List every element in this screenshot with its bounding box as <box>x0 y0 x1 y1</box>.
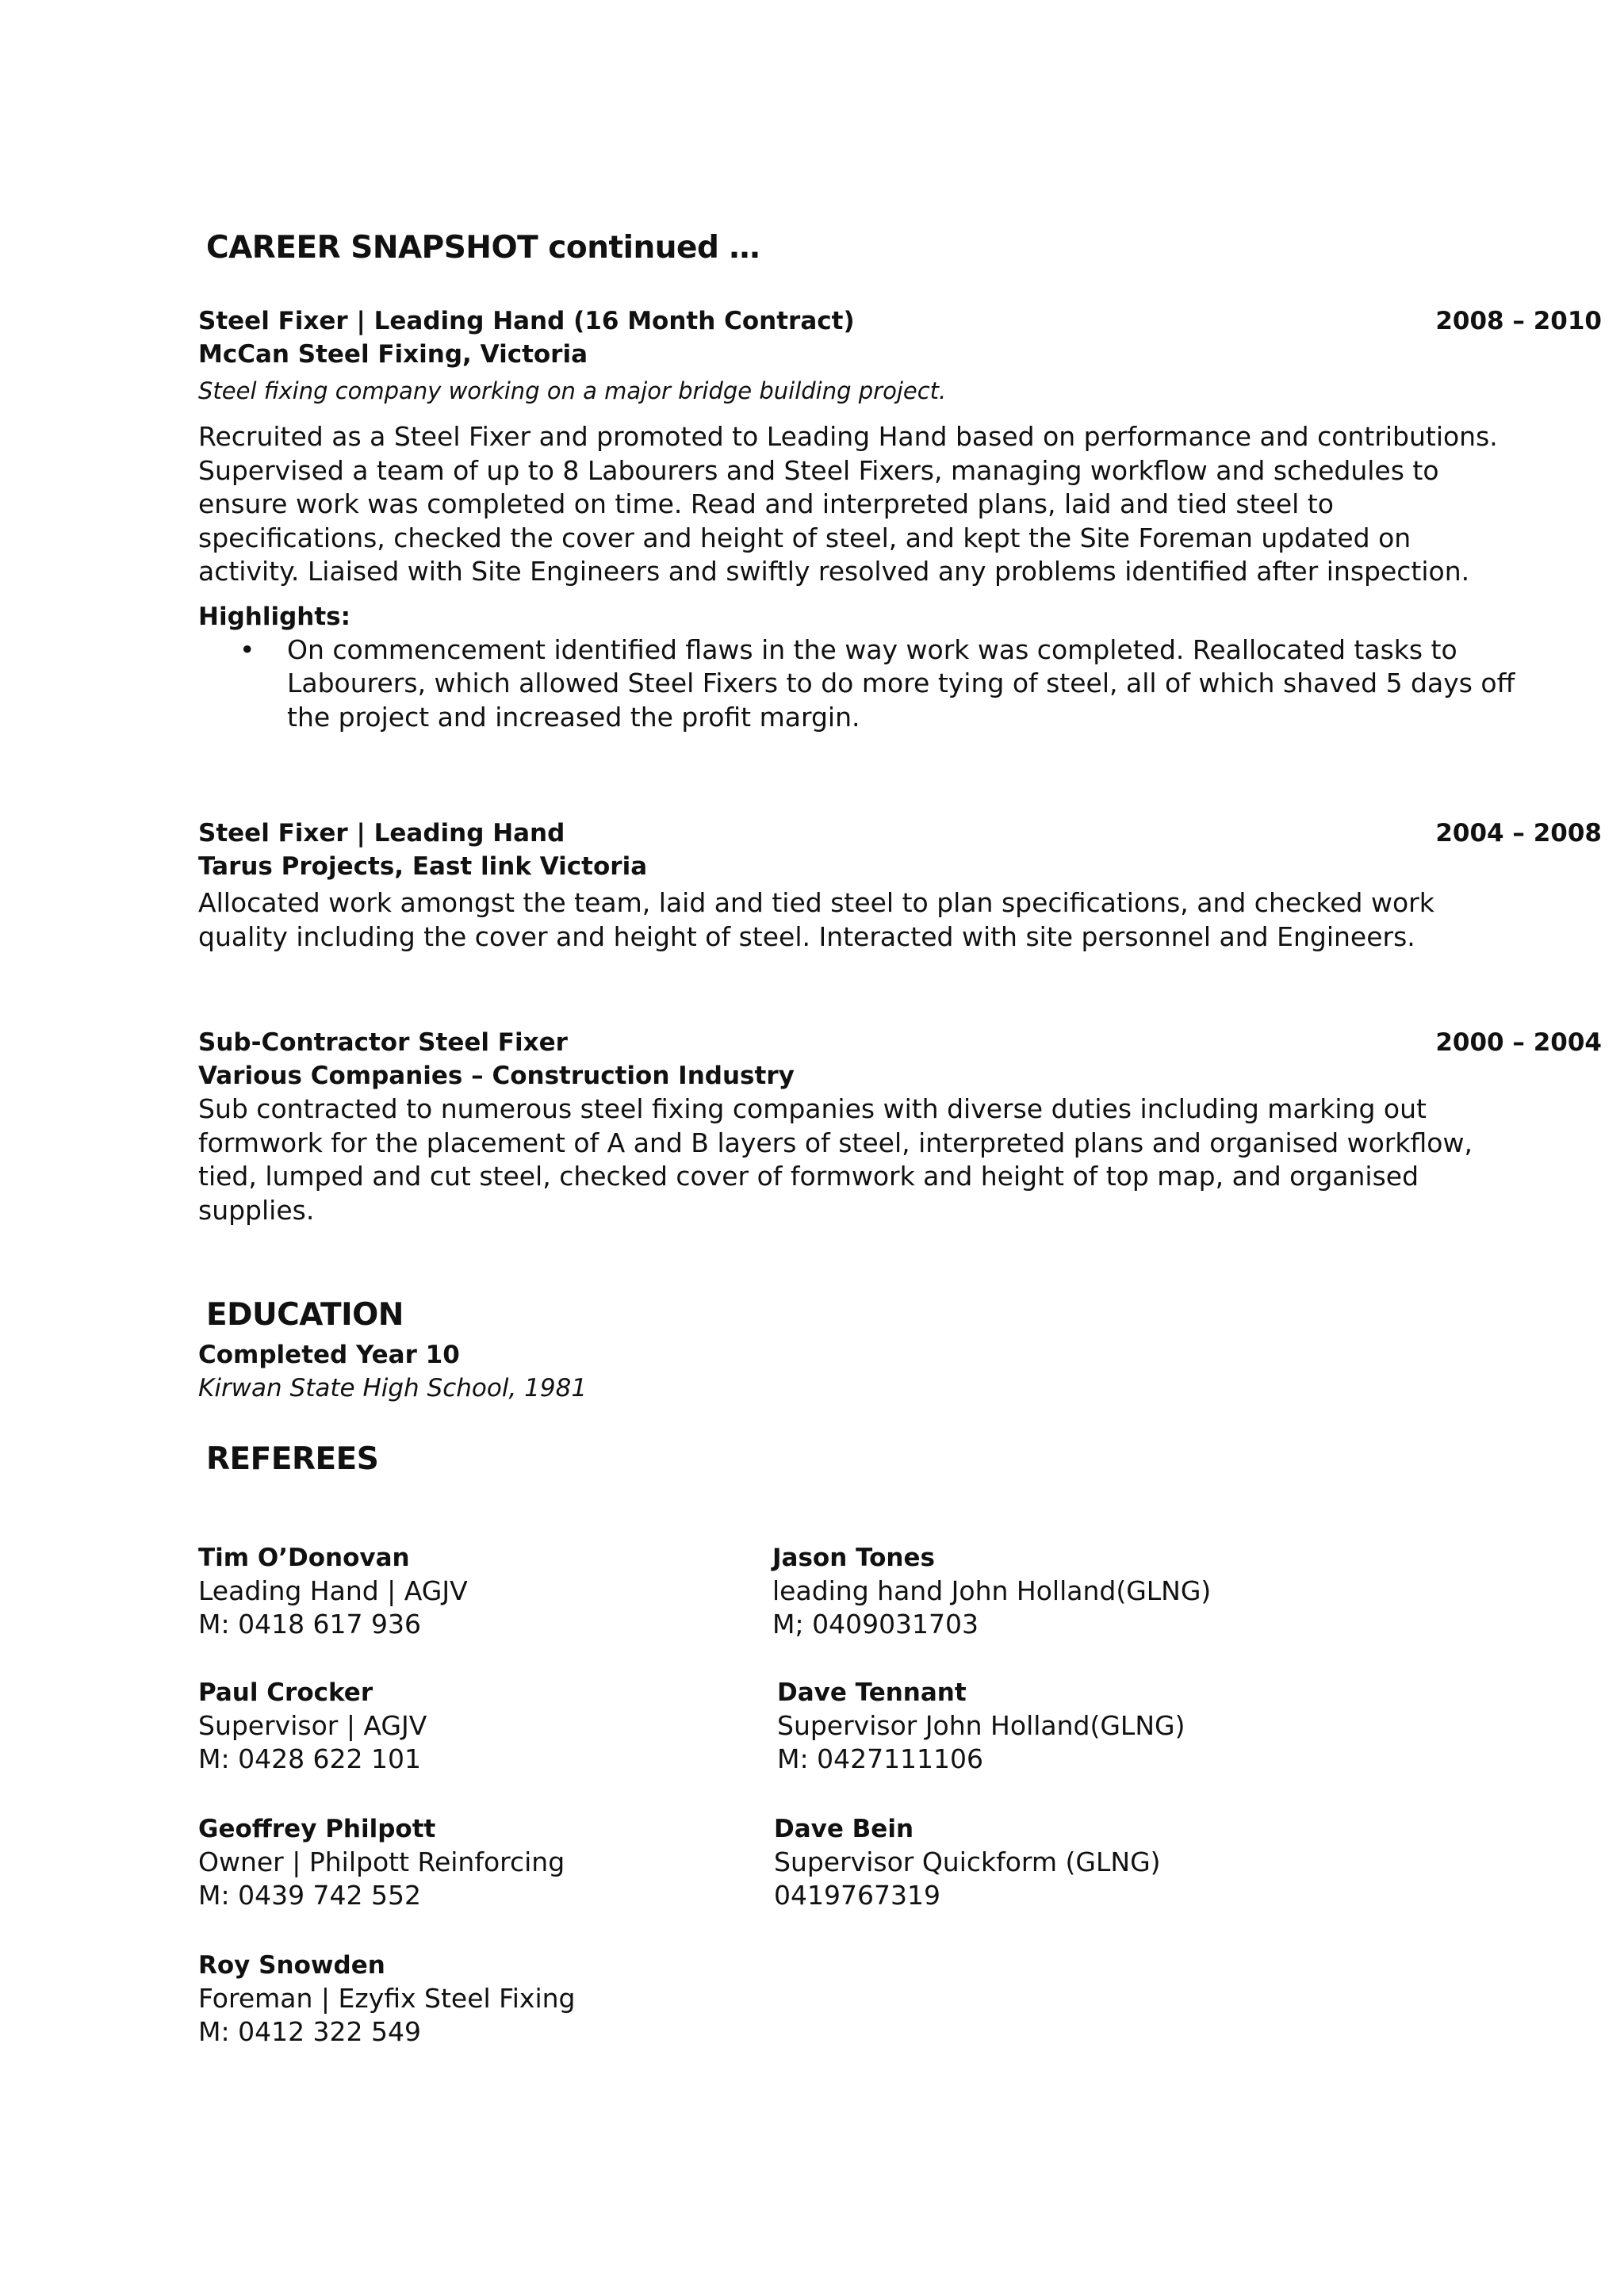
referee-phone: M: 0412 322 549 <box>198 2016 422 2047</box>
education-entry <box>198 1338 587 1405</box>
referee-card <box>198 1812 565 1912</box>
job-description <box>198 420 1602 589</box>
referee-card <box>777 1676 1185 1776</box>
highlight-line: the project and increased the profit margin. <box>287 701 860 733</box>
job-dates: 2008 – 2010 <box>1435 307 1602 335</box>
highlight-item <box>198 633 1602 735</box>
job-company: Various Companies – Construction Industry <box>198 1062 795 1090</box>
referee-role: leading hand John Holland(GLNG) <box>772 1575 1212 1606</box>
job-entry-tarus <box>198 817 1602 954</box>
job-dates: 2004 – 2008 <box>1435 819 1602 848</box>
job-tagline: Steel fixing company working on a major bridge building project. <box>198 377 947 404</box>
referee-phone: 0419767319 <box>774 1880 940 1911</box>
referee-name: Dave Bein <box>774 1815 914 1843</box>
referee-role: Supervisor Quickform (GLNG) <box>774 1846 1161 1877</box>
referee-role: Supervisor John Holland(GLNG) <box>777 1710 1185 1741</box>
job-title: Sub-Contractor Steel Fixer <box>198 1028 568 1057</box>
job-header <box>198 304 1602 338</box>
description-line: ensure work was completed on time. Read and interpreted plans, laid and tied steel to <box>198 488 1334 519</box>
description-line: formwork for the placement of A and B layers of steel, interpreted plans and organised workflow, <box>198 1127 1473 1158</box>
referee-name: Dave Tennant <box>777 1678 967 1707</box>
job-entry-subcontractor <box>198 1026 1602 1227</box>
job-dates: 2000 – 2004 <box>1435 1028 1602 1057</box>
referee-phone: M: 0427111106 <box>777 1743 984 1774</box>
education-qualification: Completed Year 10 <box>198 1341 460 1369</box>
referee-role: Owner | Philpott Reinforcing <box>198 1846 565 1877</box>
referees-heading: REFEREES <box>206 1441 379 1477</box>
referee-name: Jason Tones <box>772 1544 935 1572</box>
education-school: Kirwan State High School, 1981 <box>198 1374 588 1402</box>
description-line: Recruited as a Steel Fixer and promoted to Leading Hand based on performance and contributions. <box>198 421 1498 452</box>
job-company: Tarus Projects, East link Victoria <box>198 852 648 881</box>
job-header <box>198 817 1602 850</box>
referee-card <box>198 1676 427 1776</box>
description-line: Allocated work amongst the team, laid and tied steel to plan specifications, and checked work <box>198 887 1434 918</box>
job-company: McCan Steel Fixing, Victoria <box>198 340 588 369</box>
description-line: quality including the cover and height of steel. Interacted with site personnel and Engineers. <box>198 920 1415 952</box>
description-line: Sub contracted to numerous steel fixing companies with diverse duties including marking out <box>198 1093 1427 1124</box>
job-header <box>198 1026 1602 1059</box>
career-snapshot-heading: CAREER SNAPSHOT continued … <box>206 230 760 266</box>
referee-card <box>772 1541 1211 1641</box>
job-description <box>198 1093 1602 1227</box>
referee-card <box>198 1949 576 2049</box>
job-title: Steel Fixer | Leading Hand (16 Month Contract) <box>198 307 855 335</box>
referee-phone: M; 0409031703 <box>772 1609 979 1640</box>
referee-name: Geoffrey Philpott <box>198 1815 436 1843</box>
bullet-icon: • <box>239 633 255 665</box>
referee-role: Leading Hand | AGJV <box>198 1575 468 1606</box>
referee-card <box>774 1812 1161 1912</box>
highlights-label: Highlights: <box>198 602 351 631</box>
highlight-line: Labourers, which allowed Steel Fixers to do more tying of steel, all of which shaved 5 days off <box>287 668 1515 698</box>
description-line: specifications, checked the cover and height of steel, and kept the Site Foreman updated on <box>198 522 1411 553</box>
highlights-list <box>198 633 1602 735</box>
description-line: tied, lumped and cut steel, checked cover of formwork and height of top map, and organised <box>198 1161 1419 1192</box>
referee-phone: M: 0428 622 101 <box>198 1743 422 1774</box>
referee-name: Paul Crocker <box>198 1678 373 1707</box>
job-title: Steel Fixer | Leading Hand <box>198 819 565 848</box>
referee-role: Supervisor | AGJV <box>198 1710 427 1741</box>
referee-role: Foreman | Ezyfix Steel Fixing <box>198 1983 576 2014</box>
job-entry-mccan <box>198 304 1602 734</box>
education-heading: EDUCATION <box>206 1297 404 1333</box>
referee-name: Roy Snowden <box>198 1951 385 1980</box>
referee-card <box>198 1541 468 1641</box>
referee-phone: M: 0418 617 936 <box>198 1609 422 1640</box>
highlight-line: On commencement identified flaws in the way work was completed. Reallocated tasks to <box>287 633 1457 665</box>
referee-name: Tim O’Donovan <box>198 1544 410 1572</box>
description-line: supplies. <box>198 1194 315 1226</box>
description-line: Supervised a team of up to 8 Labourers and Steel Fixers, managing workflow and schedules to <box>198 454 1439 486</box>
referee-phone: M: 0439 742 552 <box>198 1880 422 1911</box>
job-description <box>198 886 1602 954</box>
description-line: activity. Liaised with Site Engineers and swiftly resolved any problems identified after inspection. <box>198 556 1470 587</box>
